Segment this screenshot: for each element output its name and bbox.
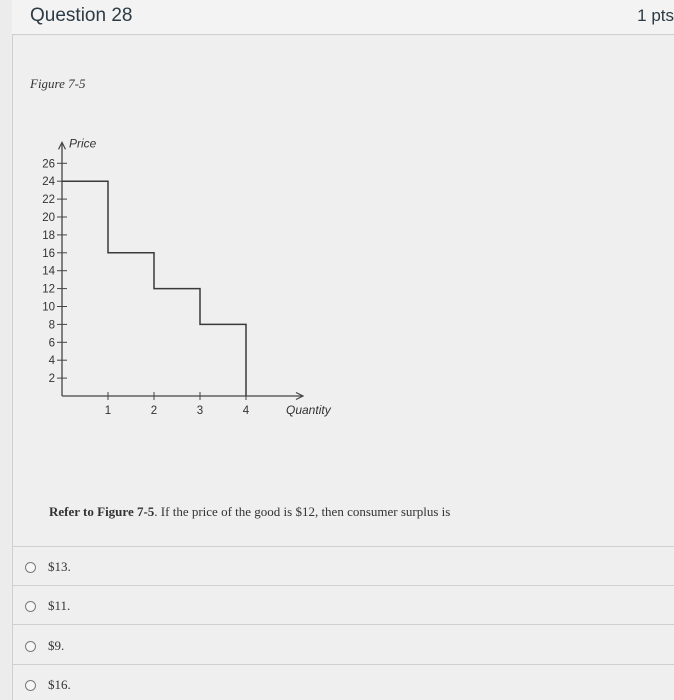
question-points: 1 pts [637,6,674,25]
answer-option-4[interactable] [25,675,71,695]
radio-button[interactable] [25,641,36,652]
radio-button[interactable] [25,562,36,573]
question-prompt [49,504,450,520]
x-tick-label: 3 [196,405,204,417]
answer-label: $11. [48,598,71,613]
y-tick-label: 16 [42,247,55,260]
x-axis-label: Quantity [286,403,331,417]
x-tick-label: 2 [150,405,158,417]
y-tick-label: 12 [42,283,55,296]
answer-option-2[interactable] [25,596,70,616]
x-tick-label: 4 [242,405,250,417]
y-tick-label: 14 [42,265,55,278]
y-tick-label: 6 [48,337,55,350]
answer-option-3[interactable] [25,636,64,656]
answer-label: $13. [48,559,71,574]
y-tick-label: 24 [42,176,55,189]
divider [13,624,674,625]
question-title: Question 28 [30,5,133,26]
y-tick-label: 20 [42,212,55,224]
prompt-text: . If the price of the good is $12, then consumer surplus is [154,504,451,519]
radio-button[interactable] [25,680,36,691]
y-tick-label: 26 [42,158,55,171]
question-header [12,0,674,35]
y-tick-label: 2 [48,373,55,386]
prompt-figure-ref: Refer to Figure 7-5 [49,504,155,519]
figure-label: Figure 7-5 [30,76,86,91]
x-tick-label: 1 [104,405,112,417]
divider [13,585,674,586]
answer-label: $16. [48,677,71,692]
demand-step-line [62,181,246,396]
demand-chart [30,130,360,430]
y-tick-label: 22 [42,194,55,207]
divider [13,546,674,547]
answer-option-1[interactable] [25,557,71,577]
y-tick-label: 18 [42,229,55,242]
y-axis-label: Price [69,136,97,151]
y-tick-label: 8 [48,319,55,332]
y-tick-label: 4 [48,355,55,368]
radio-button[interactable] [25,601,36,612]
answer-label: $9. [48,638,65,653]
y-tick-label: 10 [42,301,55,314]
divider [13,664,674,665]
